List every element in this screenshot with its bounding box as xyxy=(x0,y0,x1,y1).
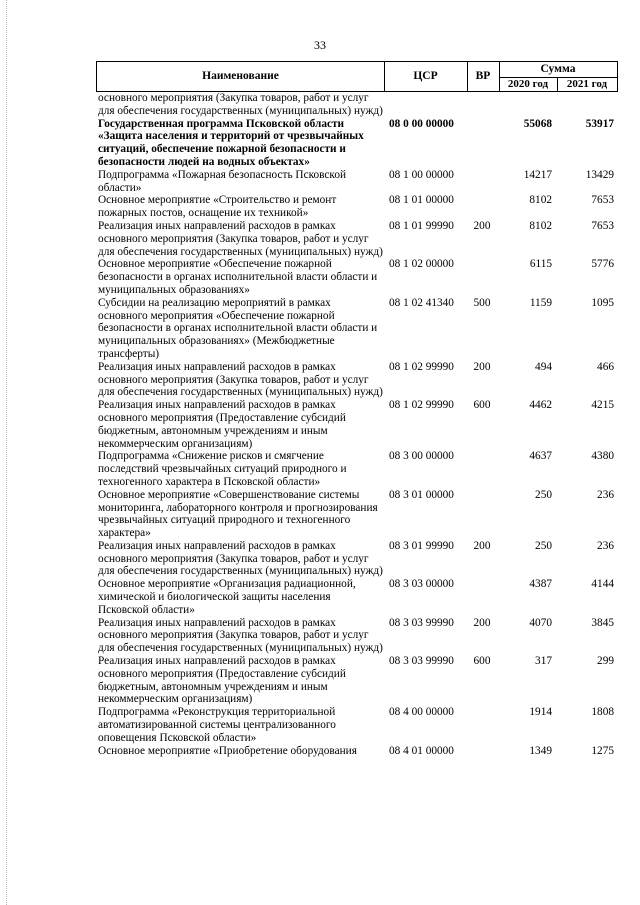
row-sum-2021: 4144 xyxy=(591,578,614,591)
row-name: Основное мероприятие «Строительство и ремонт пожарных постов, оснащение их техникой» xyxy=(98,194,337,220)
row-csr: 08 1 02 99990 xyxy=(389,360,454,373)
row-csr: 08 3 03 00000 xyxy=(389,578,454,591)
header-vr: ВР xyxy=(467,62,500,91)
table-row xyxy=(96,745,618,758)
table-row xyxy=(96,578,618,616)
table-row xyxy=(96,706,618,744)
row-vr: 600 xyxy=(473,399,491,412)
row-sum-2020: 55068 xyxy=(523,117,552,130)
table-row xyxy=(96,220,618,258)
row-csr: 08 3 00 00000 xyxy=(389,450,454,463)
row-csr: 08 1 00 00000 xyxy=(389,168,454,181)
header-sum: Сумма xyxy=(499,62,617,78)
row-sum-2021: 236 xyxy=(597,488,614,501)
row-sum-2021: 4380 xyxy=(591,450,614,463)
row-vr: 200 xyxy=(473,616,491,629)
row-name: Основное мероприятие «Совершенствование системы мониторинга, лабораторного контроля и прогнозирования чрезвычайных ситуаций природного и техногенного характера» xyxy=(98,488,378,540)
row-sum-2021: 7653 xyxy=(591,194,614,207)
row-sum-2021: 3845 xyxy=(591,616,614,629)
row-csr: 08 1 01 00000 xyxy=(389,194,454,207)
table-row xyxy=(96,399,618,450)
row-name: основного мероприятия (Закупка товаров, работ и услуг для обеспечения государственных (муниципальных) нужд) xyxy=(98,92,383,117)
row-sum-2021: 1808 xyxy=(591,706,614,719)
row-sum-2021: 236 xyxy=(597,539,614,552)
row-sum-2020: 4070 xyxy=(529,616,552,629)
budget-table xyxy=(96,61,618,757)
table-row xyxy=(96,489,618,540)
row-name: Основное мероприятие «Приобретение оборудования xyxy=(98,744,357,757)
row-sum-2021: 4215 xyxy=(591,399,614,412)
row-name: Основное мероприятие «Организация радиационной, химической и биологической защиты населения Псковской области» xyxy=(98,578,356,616)
row-csr: 08 1 02 00000 xyxy=(389,258,454,271)
row-sum-2020: 1159 xyxy=(529,296,552,309)
row-name: Субсидии на реализацию мероприятий в рамках основного мероприятия «Обеспечение пожарной безопасности в органах исполнительной власти области и муниципальных образованиях» (Межбюджетные трансферты) xyxy=(98,296,378,360)
page-number: 33 xyxy=(314,38,326,52)
row-sum-2021: 1275 xyxy=(591,744,614,757)
table-row xyxy=(96,118,618,169)
row-name: Подпрограмма «Снижение рисков и смягчение последствий чрезвычайных ситуаций природного и техногенного характера в Псковской области» xyxy=(98,450,347,488)
row-sum-2020: 14217 xyxy=(523,168,552,181)
row-csr: 08 4 00 00000 xyxy=(389,706,454,719)
row-sum-2020: 494 xyxy=(535,360,552,373)
row-name: Реализация иных направлений расходов в рамках основного мероприятия (Предоставление субсидий бюджетным, автономным учреждениям и иным некоммерческим организациям) xyxy=(98,399,346,450)
row-sum-2020: 8102 xyxy=(529,194,552,207)
table-body xyxy=(96,92,618,757)
row-sum-2021: 7653 xyxy=(591,219,614,232)
header-year-2020: 2020 год xyxy=(499,77,558,91)
table-header xyxy=(96,61,618,92)
table-row xyxy=(96,617,618,655)
row-vr: 500 xyxy=(473,296,491,309)
row-csr: 08 1 01 99990 xyxy=(389,219,454,232)
header-csr: ЦСР xyxy=(384,62,468,91)
row-vr: 200 xyxy=(473,219,491,232)
row-sum-2021: 53917 xyxy=(585,117,614,130)
row-vr: 200 xyxy=(473,539,491,552)
row-csr: 08 3 03 99990 xyxy=(389,616,454,629)
table-row xyxy=(96,258,618,296)
row-sum-2021: 5776 xyxy=(591,258,614,271)
row-csr: 08 0 00 00000 xyxy=(389,117,454,130)
row-csr: 08 3 01 99990 xyxy=(389,539,454,552)
row-csr: 08 1 02 99990 xyxy=(389,399,454,412)
row-csr: 08 3 03 99990 xyxy=(389,655,454,668)
row-sum-2020: 4387 xyxy=(529,578,552,591)
row-name: Основное мероприятие «Обеспечение пожарной безопасности в органах исполнительной власти области и муниципальных образованиях» xyxy=(98,258,378,296)
row-csr: 08 3 01 00000 xyxy=(389,488,454,501)
table-row xyxy=(96,540,618,578)
row-sum-2020: 4462 xyxy=(529,399,552,412)
row-name: Реализация иных направлений расходов в рамках основного мероприятия (Закупка товаров, работ и услуг для обеспечения государственных (муниципальных) нужд) xyxy=(98,219,383,258)
table-row xyxy=(96,297,618,361)
row-sum-2021: 1095 xyxy=(591,296,614,309)
row-csr: 08 1 02 41340 xyxy=(389,296,454,309)
row-sum-2021: 299 xyxy=(597,655,614,668)
header-year-2021: 2021 год xyxy=(566,78,608,90)
scan-margin-line xyxy=(6,0,7,905)
table-row xyxy=(96,450,618,488)
table-row xyxy=(96,169,618,195)
table-row xyxy=(96,194,618,220)
row-name: Подпрограмма «Пожарная безопасность Псковской области» xyxy=(98,168,347,194)
row-name: Реализация иных направлений расходов в рамках основного мероприятия (Предоставление субсидий бюджетным, автономным учреждениям и иным некоммерческим организациям) xyxy=(98,655,346,706)
header-name: Наименование xyxy=(97,62,385,91)
row-csr: 08 4 01 00000 xyxy=(389,744,454,757)
table-row xyxy=(96,92,618,118)
row-sum-2021: 466 xyxy=(597,360,614,373)
row-vr: 200 xyxy=(473,360,491,373)
row-sum-2020: 250 xyxy=(535,488,552,501)
row-sum-2020: 250 xyxy=(535,539,552,552)
row-name: Реализация иных направлений расходов в рамках основного мероприятия (Закупка товаров, работ и услуг для обеспечения государственных (муниципальных) нужд) xyxy=(98,616,383,655)
row-sum-2021: 13429 xyxy=(585,168,614,181)
row-vr: 600 xyxy=(473,655,491,668)
row-sum-2020: 1349 xyxy=(529,744,552,757)
row-sum-2020: 1914 xyxy=(529,706,552,719)
row-sum-2020: 8102 xyxy=(529,219,552,232)
row-name: Подпрограмма «Реконструкция территориальной автоматизированной системы централизованного оповещения Псковской области» xyxy=(98,706,336,744)
row-sum-2020: 4637 xyxy=(529,450,552,463)
table-row xyxy=(96,361,618,399)
row-name: Государственная программа Псковской области «Защита населения и территорий от чрезвычайных ситуаций, обеспечение пожарной безопасности и безопасности людей на водных объектах» xyxy=(98,117,364,168)
table-row xyxy=(96,655,618,706)
row-sum-2020: 6115 xyxy=(529,258,552,271)
row-name: Реализация иных направлений расходов в рамках основного мероприятия (Закупка товаров, работ и услуг для обеспечения государственных (муниципальных) нужд) xyxy=(98,360,383,399)
row-sum-2020: 317 xyxy=(535,655,552,668)
row-name: Реализация иных направлений расходов в рамках основного мероприятия (Закупка товаров, работ и услуг для обеспечения государственных (муниципальных) нужд) xyxy=(98,539,383,578)
